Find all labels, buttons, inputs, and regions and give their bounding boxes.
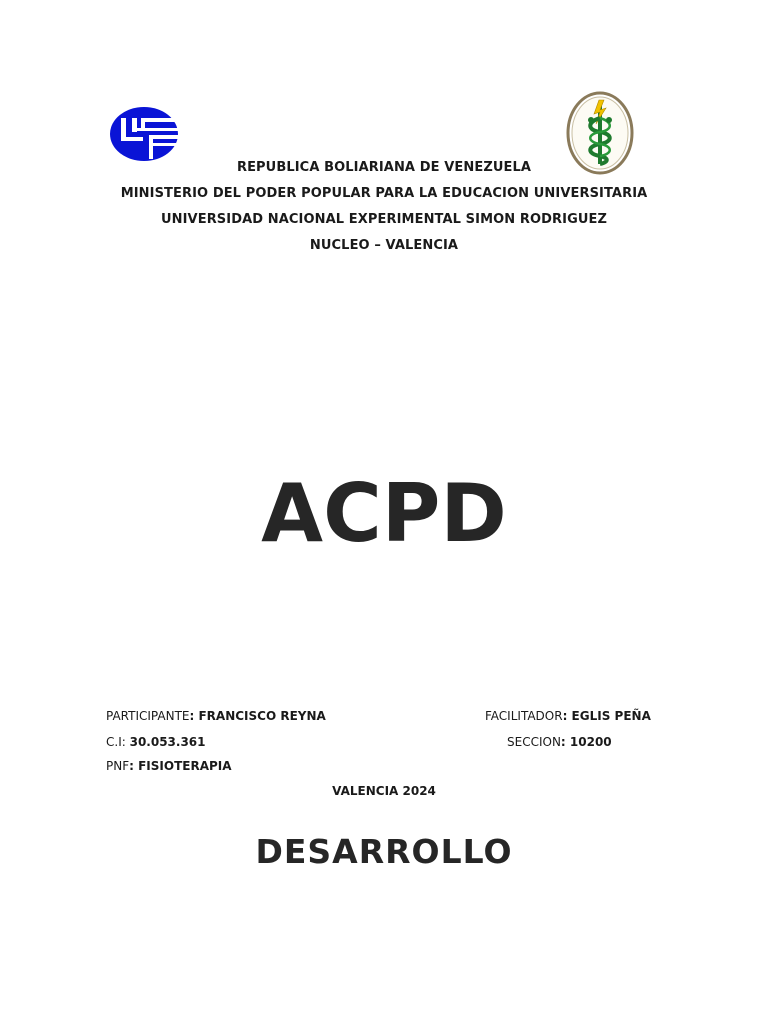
facilitator-label: FACILITADOR <box>485 709 563 723</box>
participant-value: : FRANCISCO REYNA <box>189 709 326 723</box>
pnf-value: : FISIOTERAPIA <box>129 759 232 773</box>
facilitator-field <box>485 709 651 724</box>
institution-header <box>0 160 768 264</box>
header-line-ministry: MINISTERIO DEL PODER POPULAR PARA LA EDUCACION UNIVERSITARIA <box>120 186 648 201</box>
facilitator-value: : EGLIS PEÑA <box>562 709 651 723</box>
id-card-label: C.I: <box>106 735 130 749</box>
pnf-label: PNF <box>106 759 130 773</box>
section-field <box>507 735 612 750</box>
section-heading: DESARROLLO <box>255 832 513 871</box>
section-label: SECCION <box>507 735 561 749</box>
id-card-field <box>106 735 206 750</box>
city-year: VALENCIA 2024 <box>332 784 436 798</box>
section-value: : 10200 <box>560 735 612 749</box>
header-line-campus: NUCLEO – VALENCIA <box>309 238 459 253</box>
header-line-republic: REPUBLICA BOLIARIANA DE VENEZUELA <box>236 160 532 175</box>
header-line-university: UNIVERSIDAD NACIONAL EXPERIMENTAL SIMON RODRIGUEZ <box>160 212 608 227</box>
id-card-value: 30.053.361 <box>129 735 206 749</box>
document-title: ACPD <box>261 467 507 560</box>
participant-label: PARTICIPANTE <box>106 709 190 723</box>
pnf-field <box>106 759 232 774</box>
participant-field <box>106 709 326 724</box>
